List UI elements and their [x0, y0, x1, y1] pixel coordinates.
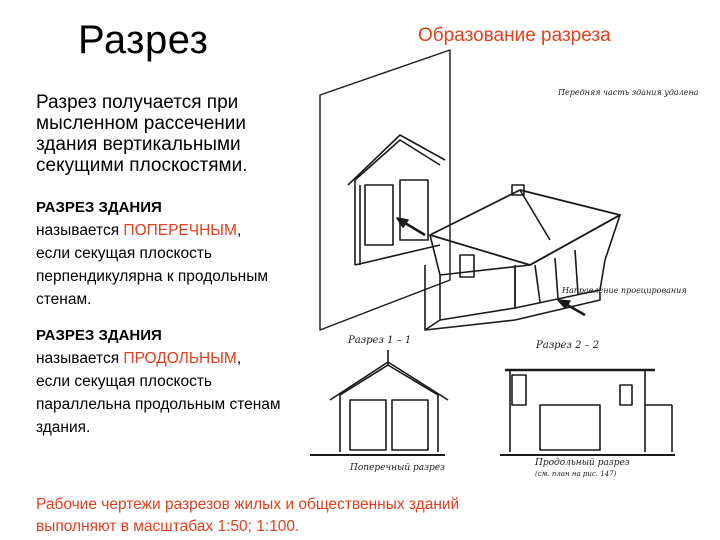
section-drawing: [300, 40, 700, 480]
cross-prefix: называется: [36, 222, 124, 239]
plane-arrow-icon: [397, 218, 425, 235]
drawing-title: Образование разреза: [418, 25, 611, 46]
label-section-1: Разрез 1 – 1: [348, 335, 412, 346]
slide-title: Разрез: [78, 18, 209, 62]
label-front-part: Передняя часть здания удалена: [558, 88, 699, 97]
cross-section-heading: РАЗРЕЗ ЗДАНИЯ: [36, 199, 162, 216]
longitudinal-section-heading: РАЗРЕЗ ЗДАНИЯ: [36, 327, 162, 344]
cross-section-line: [36, 219, 296, 242]
cut-house-profile: [348, 135, 445, 265]
longitudinal-term: ПРОДОЛЬНЫМ: [123, 350, 237, 367]
longitudinal-section-line: [36, 347, 296, 370]
longitudinal-section-definition: [36, 324, 296, 439]
cross-term: ПОПЕРЕЧНЫМ: [123, 222, 237, 239]
cutting-plane: [320, 50, 450, 330]
scale-note: Рабочие чертежи разрезов жилых и общественных зданий выполняют в масштабах 1:50; 1:100.: [36, 496, 460, 535]
cross-section-text: если секущая плоскость перпендикулярна к продольным стенам.: [36, 245, 269, 308]
label-projection: Направление проецирования: [562, 286, 687, 295]
intro-text: Разрез получается при мысленном рассечении здания вертикальными секущими плоскостями.: [36, 92, 248, 176]
cross-section-definition: [36, 196, 296, 311]
house-3d: [425, 185, 620, 330]
projection-arrow-icon: [558, 300, 585, 315]
section-2-2-drawing: [500, 370, 675, 455]
section-1-1-drawing: [310, 350, 448, 455]
label-long-caption-note: (см. план на рис. 147): [535, 470, 617, 478]
cross-suffix: ,: [236, 222, 242, 239]
longitudinal-section-text: если секущая плоскость параллельна продольным стенам здания.: [36, 373, 281, 436]
label-long-caption: Продольный разрез: [535, 458, 630, 468]
longitudinal-suffix: ,: [236, 350, 242, 367]
label-cross-caption: Поперечный разрез: [350, 463, 446, 473]
longitudinal-prefix: называется: [36, 350, 124, 367]
label-section-2: Разрез 2 – 2: [536, 340, 600, 351]
